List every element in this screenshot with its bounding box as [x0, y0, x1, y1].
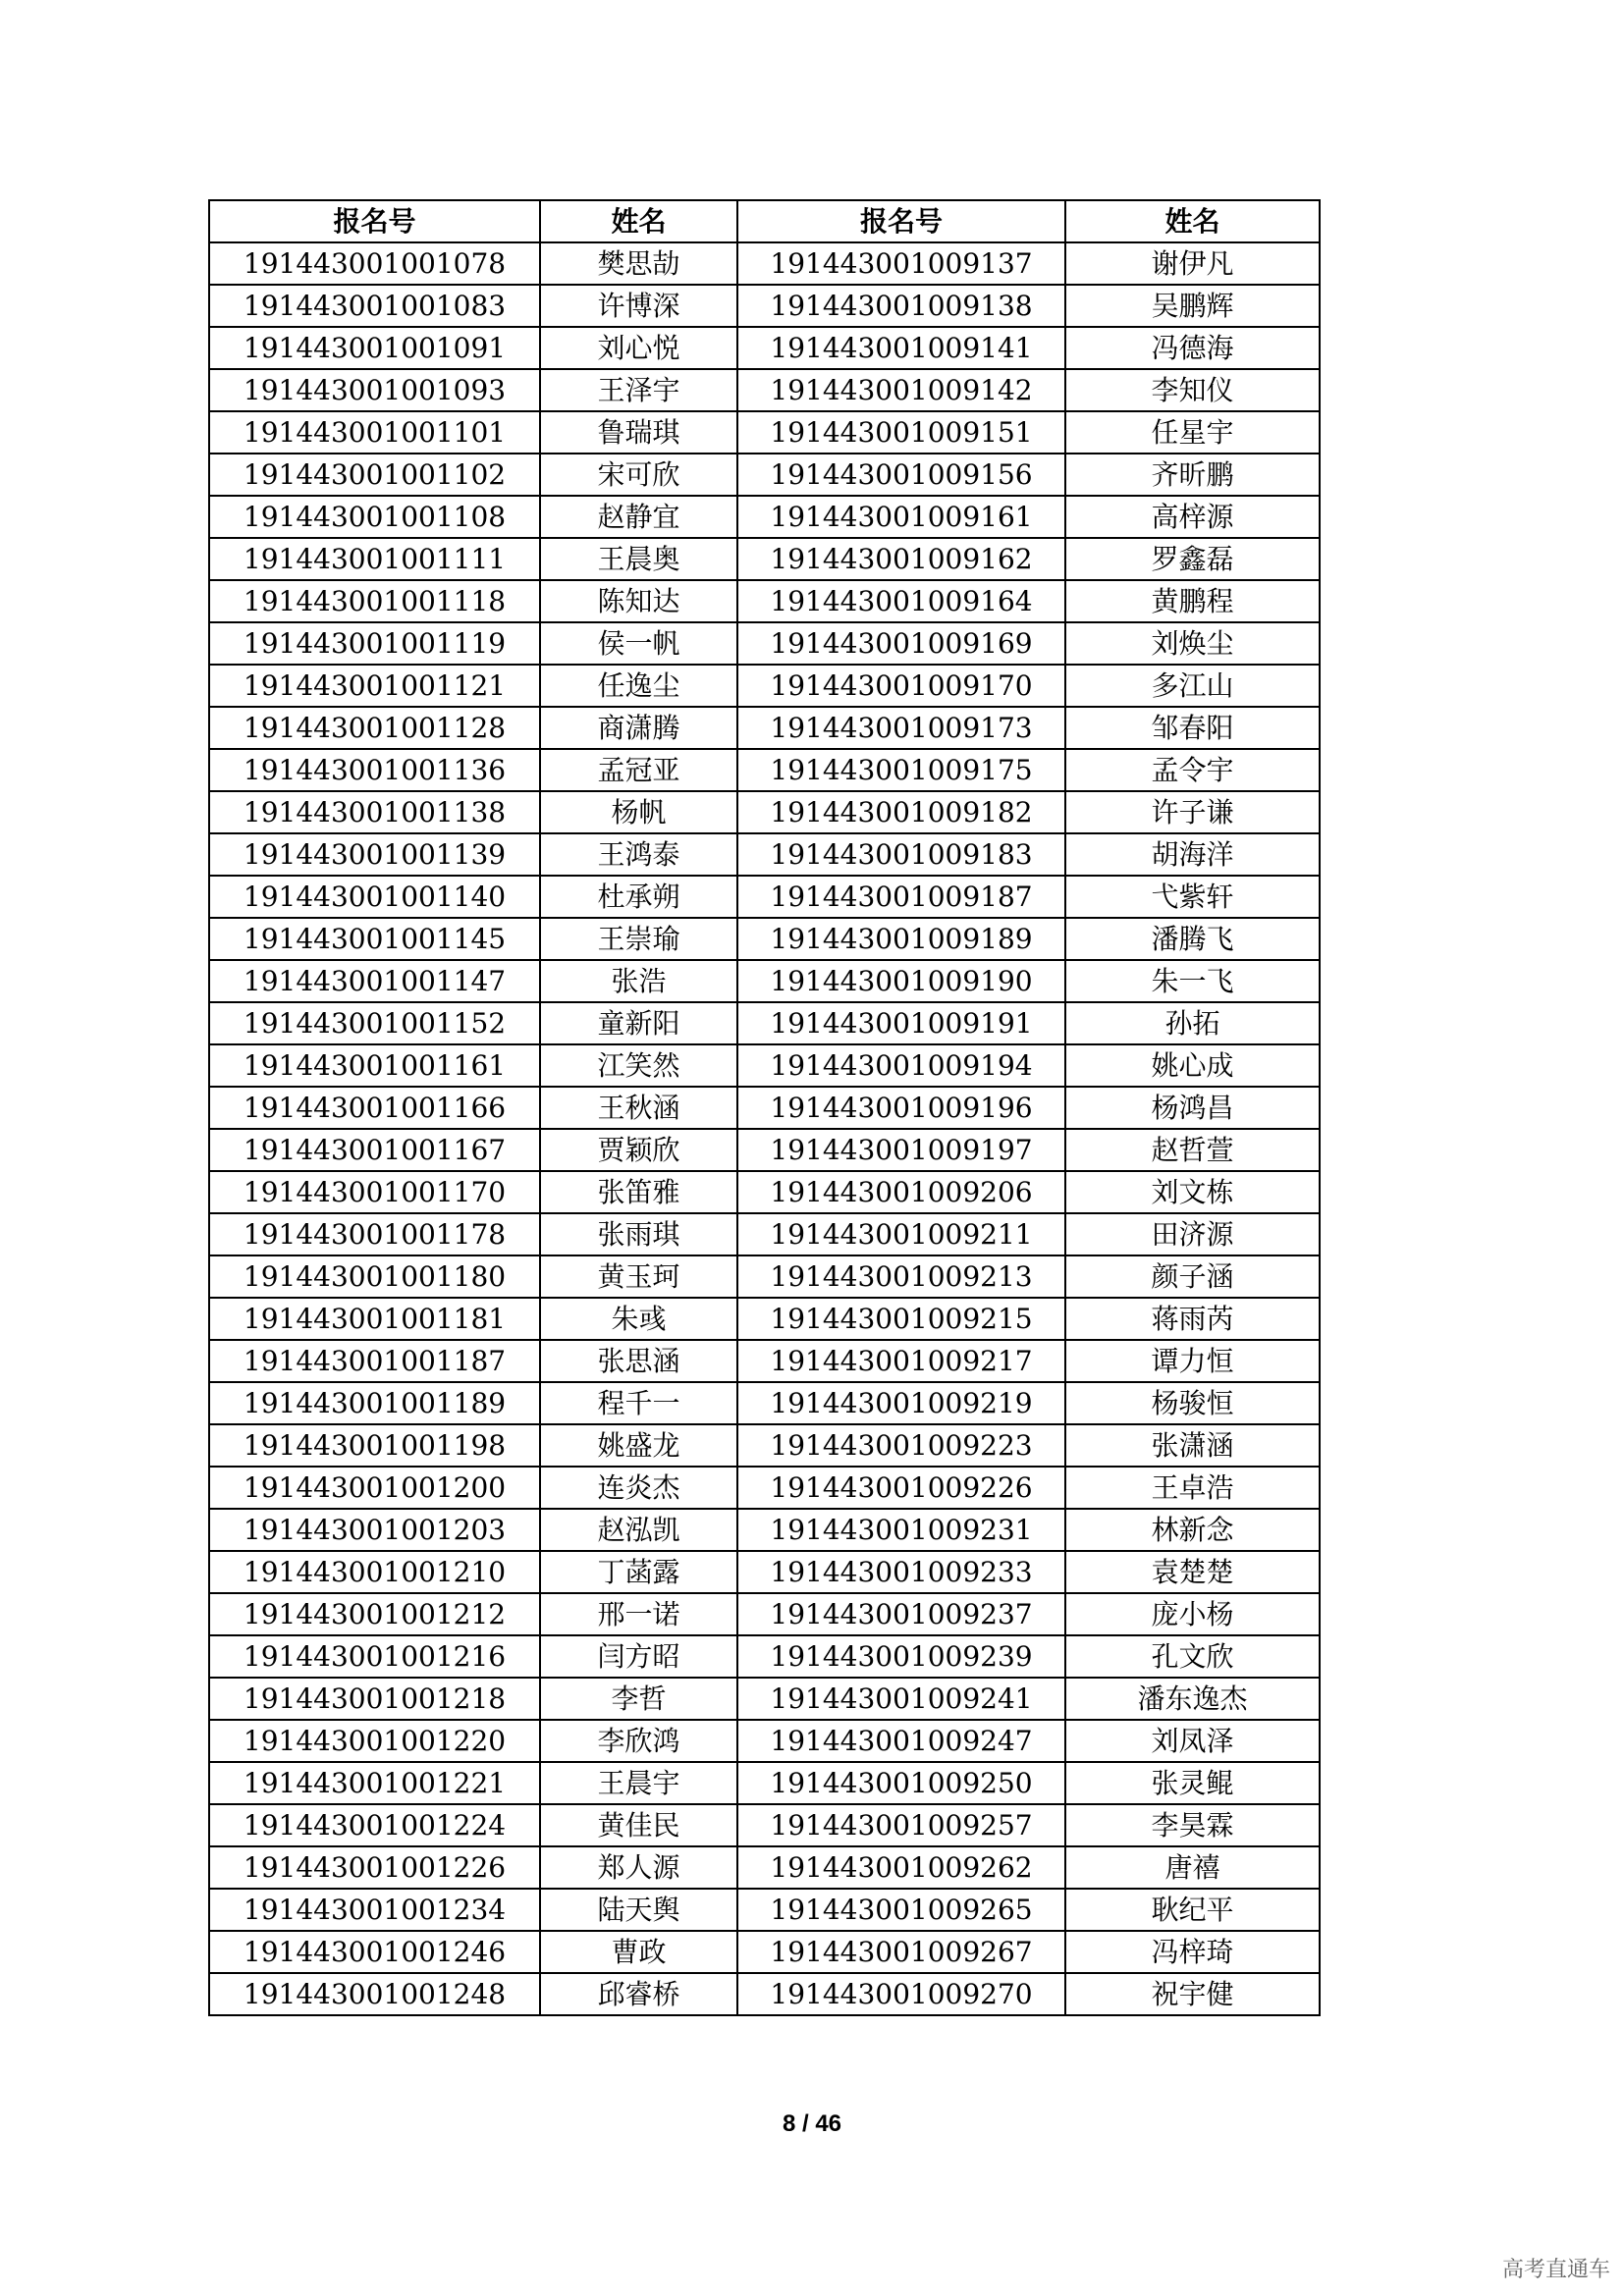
- cell-name-left: 赵泓凯: [540, 1509, 737, 1551]
- cell-registration-number-left: 191443001001136: [209, 749, 540, 791]
- cell-registration-number-left: 191443001001180: [209, 1255, 540, 1298]
- cell-registration-number-left: 191443001001102: [209, 454, 540, 496]
- cell-name-left: 刘心悦: [540, 327, 737, 369]
- cell-registration-number-left: 191443001001187: [209, 1340, 540, 1382]
- table-row: [209, 876, 1320, 918]
- cell-registration-number-left: 191443001001167: [209, 1129, 540, 1171]
- cell-name-right: 刘凤泽: [1065, 1720, 1320, 1762]
- cell-registration-number-left: 191443001001152: [209, 1002, 540, 1044]
- cell-registration-number-right: 191443001009250: [737, 1762, 1065, 1804]
- table-row: [209, 1002, 1320, 1044]
- table-row: [209, 960, 1320, 1002]
- cell-name-left: 邱睿桥: [540, 1973, 737, 2015]
- table-row: [209, 1171, 1320, 1213]
- cell-registration-number-left: 191443001001161: [209, 1044, 540, 1087]
- cell-name-left: 王崇瑜: [540, 918, 737, 960]
- cell-registration-number-right: 191443001009142: [737, 369, 1065, 411]
- cell-name-right: 杨骏恒: [1065, 1382, 1320, 1424]
- cell-registration-number-right: 191443001009226: [737, 1467, 1065, 1509]
- table-row: [209, 1424, 1320, 1467]
- cell-name-right: 谢伊凡: [1065, 242, 1320, 285]
- cell-registration-number-left: 191443001001198: [209, 1424, 540, 1467]
- cell-registration-number-right: 191443001009189: [737, 918, 1065, 960]
- cell-registration-number-right: 191443001009169: [737, 622, 1065, 665]
- cell-registration-number-left: 191443001001083: [209, 285, 540, 327]
- cell-name-left: 李欣鸿: [540, 1720, 737, 1762]
- cell-registration-number-left: 191443001001118: [209, 580, 540, 622]
- cell-registration-number-left: 191443001001220: [209, 1720, 540, 1762]
- cell-name-right: 耿纪平: [1065, 1889, 1320, 1931]
- cell-registration-number-right: 191443001009267: [737, 1931, 1065, 1973]
- cell-name-left: 杜承朔: [540, 876, 737, 918]
- cell-registration-number-right: 191443001009217: [737, 1340, 1065, 1382]
- cell-registration-number-right: 191443001009262: [737, 1846, 1065, 1889]
- cell-registration-number-left: 191443001001189: [209, 1382, 540, 1424]
- cell-registration-number-right: 191443001009175: [737, 749, 1065, 791]
- table-row: [209, 1213, 1320, 1255]
- cell-registration-number-left: 191443001001248: [209, 1973, 540, 2015]
- cell-registration-number-right: 191443001009137: [737, 242, 1065, 285]
- cell-name-right: 张潇涵: [1065, 1424, 1320, 1467]
- table-row: [209, 1255, 1320, 1298]
- cell-registration-number-left: 191443001001246: [209, 1931, 540, 1973]
- cell-registration-number-left: 191443001001101: [209, 411, 540, 454]
- table-row: [209, 1467, 1320, 1509]
- cell-name-right: 张灵鲲: [1065, 1762, 1320, 1804]
- cell-registration-number-right: 191443001009187: [737, 876, 1065, 918]
- table-row: [209, 833, 1320, 876]
- cell-registration-number-right: 191443001009141: [737, 327, 1065, 369]
- table-row: [209, 1678, 1320, 1720]
- table-row: [209, 622, 1320, 665]
- cell-name-left: 陆天舆: [540, 1889, 737, 1931]
- cell-name-left: 曹政: [540, 1931, 737, 1973]
- table-row: [209, 1298, 1320, 1340]
- cell-registration-number-right: 191443001009211: [737, 1213, 1065, 1255]
- table-row: [209, 1804, 1320, 1846]
- cell-name-left: 王秋涵: [540, 1087, 737, 1129]
- cell-name-right: 孔文欣: [1065, 1635, 1320, 1678]
- cell-name-right: 齐昕鹏: [1065, 454, 1320, 496]
- cell-name-left: 商潇腾: [540, 707, 737, 749]
- cell-registration-number-left: 191443001001181: [209, 1298, 540, 1340]
- cell-name-left: 邢一诺: [540, 1593, 737, 1635]
- table-row: [209, 665, 1320, 707]
- table-row: [209, 327, 1320, 369]
- cell-registration-number-left: 191443001001093: [209, 369, 540, 411]
- cell-name-right: 蒋雨芮: [1065, 1298, 1320, 1340]
- table-row: [209, 242, 1320, 285]
- cell-name-left: 许博深: [540, 285, 737, 327]
- table-row: [209, 1129, 1320, 1171]
- table-row: [209, 369, 1320, 411]
- table-row: [209, 1973, 1320, 2015]
- cell-registration-number-left: 191443001001111: [209, 538, 540, 580]
- cell-registration-number-right: 191443001009191: [737, 1002, 1065, 1044]
- table-row: [209, 1762, 1320, 1804]
- cell-name-left: 鲁瑞琪: [540, 411, 737, 454]
- table-row: [209, 1382, 1320, 1424]
- cell-registration-number-right: 191443001009156: [737, 454, 1065, 496]
- cell-registration-number-right: 191443001009197: [737, 1129, 1065, 1171]
- cell-name-right: 姚心成: [1065, 1044, 1320, 1087]
- cell-name-left: 王鸿泰: [540, 833, 737, 876]
- table-row: [209, 1720, 1320, 1762]
- table-row: [209, 1087, 1320, 1129]
- cell-name-right: 孟令宇: [1065, 749, 1320, 791]
- cell-name-right: 胡海洋: [1065, 833, 1320, 876]
- cell-name-right: 林新念: [1065, 1509, 1320, 1551]
- cell-registration-number-left: 191443001001078: [209, 242, 540, 285]
- cell-name-left: 杨帆: [540, 791, 737, 833]
- table-row: [209, 918, 1320, 960]
- cell-name-left: 朱彧: [540, 1298, 737, 1340]
- cell-name-right: 李昊霖: [1065, 1804, 1320, 1846]
- cell-name-right: 孙拓: [1065, 1002, 1320, 1044]
- table-row: [209, 285, 1320, 327]
- cell-registration-number-left: 191443001001221: [209, 1762, 540, 1804]
- cell-name-right: 颜子涵: [1065, 1255, 1320, 1298]
- cell-name-right: 潘腾飞: [1065, 918, 1320, 960]
- table-body: [209, 242, 1320, 2015]
- cell-registration-number-right: 191443001009182: [737, 791, 1065, 833]
- cell-registration-number-left: 191443001001216: [209, 1635, 540, 1678]
- cell-name-left: 程千一: [540, 1382, 737, 1424]
- table-row: [209, 1635, 1320, 1678]
- table-row: [209, 1889, 1320, 1931]
- table-row: [209, 1044, 1320, 1087]
- cell-name-left: 李哲: [540, 1678, 737, 1720]
- table-row: [209, 1509, 1320, 1551]
- admission-roster-table: [208, 199, 1321, 2016]
- cell-registration-number-left: 191443001001224: [209, 1804, 540, 1846]
- cell-registration-number-right: 191443001009170: [737, 665, 1065, 707]
- page-number: 8 / 46: [782, 2110, 842, 2137]
- cell-name-right: 邹春阳: [1065, 707, 1320, 749]
- cell-registration-number-right: 191443001009237: [737, 1593, 1065, 1635]
- table-row: [209, 538, 1320, 580]
- cell-registration-number-left: 191443001001166: [209, 1087, 540, 1129]
- cell-name-right: 刘焕尘: [1065, 622, 1320, 665]
- cell-registration-number-right: 191443001009239: [737, 1635, 1065, 1678]
- cell-name-left: 孟冠亚: [540, 749, 737, 791]
- cell-name-left: 张思涵: [540, 1340, 737, 1382]
- cell-name-right: 多江山: [1065, 665, 1320, 707]
- cell-registration-number-right: 191443001009241: [737, 1678, 1065, 1720]
- cell-name-right: 潘东逸杰: [1065, 1678, 1320, 1720]
- table-header-row: [209, 200, 1320, 242]
- cell-name-left: 江笑然: [540, 1044, 737, 1087]
- cell-name-left: 黄佳民: [540, 1804, 737, 1846]
- watermark: 高考直通车: [1501, 2258, 1610, 2282]
- cell-registration-number-right: 191443001009215: [737, 1298, 1065, 1340]
- cell-name-right: 谭力恒: [1065, 1340, 1320, 1382]
- cell-registration-number-left: 191443001001203: [209, 1509, 540, 1551]
- cell-name-right: 祝宇健: [1065, 1973, 1320, 2015]
- cell-registration-number-right: 191443001009270: [737, 1973, 1065, 2015]
- cell-name-right: 高梓源: [1065, 496, 1320, 538]
- cell-name-left: 童新阳: [540, 1002, 737, 1044]
- cell-registration-number-right: 191443001009231: [737, 1509, 1065, 1551]
- table-row: [209, 1593, 1320, 1635]
- cell-registration-number-left: 191443001001119: [209, 622, 540, 665]
- cell-name-right: 刘文栋: [1065, 1171, 1320, 1213]
- cell-name-left: 郑人源: [540, 1846, 737, 1889]
- cell-registration-number-left: 191443001001210: [209, 1551, 540, 1593]
- cell-name-left: 侯一帆: [540, 622, 737, 665]
- header-registration-number-right: 报名号: [737, 200, 1065, 242]
- cell-name-right: 朱一飞: [1065, 960, 1320, 1002]
- cell-registration-number-left: 191443001001200: [209, 1467, 540, 1509]
- cell-name-right: 唐禧: [1065, 1846, 1320, 1889]
- cell-registration-number-right: 191443001009151: [737, 411, 1065, 454]
- cell-registration-number-left: 191443001001147: [209, 960, 540, 1002]
- cell-registration-number-right: 191443001009173: [737, 707, 1065, 749]
- table-row: [209, 1931, 1320, 1973]
- cell-name-left: 陈知达: [540, 580, 737, 622]
- cell-registration-number-right: 191443001009161: [737, 496, 1065, 538]
- cell-name-right: 任星宇: [1065, 411, 1320, 454]
- cell-name-left: 张浩: [540, 960, 737, 1002]
- header-name-left: 姓名: [540, 200, 737, 242]
- cell-name-left: 丁菡露: [540, 1551, 737, 1593]
- cell-name-left: 宋可欣: [540, 454, 737, 496]
- cell-name-left: 贾颖欣: [540, 1129, 737, 1171]
- cell-name-right: 黄鹏程: [1065, 580, 1320, 622]
- cell-registration-number-left: 191443001001091: [209, 327, 540, 369]
- cell-registration-number-right: 191443001009138: [737, 285, 1065, 327]
- table-row: [209, 411, 1320, 454]
- cell-registration-number-left: 191443001001212: [209, 1593, 540, 1635]
- cell-name-left: 姚盛龙: [540, 1424, 737, 1467]
- cell-registration-number-left: 191443001001234: [209, 1889, 540, 1931]
- cell-registration-number-right: 191443001009183: [737, 833, 1065, 876]
- cell-registration-number-left: 191443001001170: [209, 1171, 540, 1213]
- table-row: [209, 1551, 1320, 1593]
- cell-registration-number-left: 191443001001138: [209, 791, 540, 833]
- cell-registration-number-left: 191443001001140: [209, 876, 540, 918]
- cell-registration-number-left: 191443001001139: [209, 833, 540, 876]
- cell-registration-number-left: 191443001001226: [209, 1846, 540, 1889]
- cell-name-left: 王晨宇: [540, 1762, 737, 1804]
- table-row: [209, 580, 1320, 622]
- cell-registration-number-left: 191443001001128: [209, 707, 540, 749]
- table-row: [209, 1846, 1320, 1889]
- table-row: [209, 791, 1320, 833]
- header-name-right: 姓名: [1065, 200, 1320, 242]
- table-row: [209, 454, 1320, 496]
- cell-registration-number-left: 191443001001145: [209, 918, 540, 960]
- cell-registration-number-left: 191443001001218: [209, 1678, 540, 1720]
- table-row: [209, 1340, 1320, 1382]
- cell-registration-number-left: 191443001001121: [209, 665, 540, 707]
- cell-registration-number-right: 191443001009257: [737, 1804, 1065, 1846]
- cell-name-right: 杨鸿昌: [1065, 1087, 1320, 1129]
- cell-registration-number-right: 191443001009190: [737, 960, 1065, 1002]
- cell-registration-number-right: 191443001009162: [737, 538, 1065, 580]
- cell-name-right: 李知仪: [1065, 369, 1320, 411]
- cell-registration-number-left: 191443001001178: [209, 1213, 540, 1255]
- cell-name-right: 冯梓琦: [1065, 1931, 1320, 1973]
- cell-name-right: 庞小杨: [1065, 1593, 1320, 1635]
- cell-name-left: 樊思劼: [540, 242, 737, 285]
- cell-registration-number-right: 191443001009265: [737, 1889, 1065, 1931]
- cell-name-left: 黄玉珂: [540, 1255, 737, 1298]
- cell-name-right: 王卓浩: [1065, 1467, 1320, 1509]
- table-row: [209, 749, 1320, 791]
- header-registration-number-left: 报名号: [209, 200, 540, 242]
- cell-registration-number-right: 191443001009196: [737, 1087, 1065, 1129]
- cell-name-right: 赵哲萱: [1065, 1129, 1320, 1171]
- cell-name-left: 任逸尘: [540, 665, 737, 707]
- cell-name-right: 田济源: [1065, 1213, 1320, 1255]
- cell-name-left: 闫方昭: [540, 1635, 737, 1678]
- table-row: [209, 707, 1320, 749]
- table-row: [209, 496, 1320, 538]
- cell-registration-number-right: 191443001009194: [737, 1044, 1065, 1087]
- cell-registration-number-right: 191443001009164: [737, 580, 1065, 622]
- cell-name-right: 罗鑫磊: [1065, 538, 1320, 580]
- cell-name-right: 冯德海: [1065, 327, 1320, 369]
- cell-name-right: 吴鹏辉: [1065, 285, 1320, 327]
- cell-registration-number-right: 191443001009219: [737, 1382, 1065, 1424]
- cell-name-left: 王泽宇: [540, 369, 737, 411]
- cell-name-left: 连炎杰: [540, 1467, 737, 1509]
- cell-registration-number-left: 191443001001108: [209, 496, 540, 538]
- cell-name-left: 赵静宜: [540, 496, 737, 538]
- cell-registration-number-right: 191443001009213: [737, 1255, 1065, 1298]
- cell-name-right: 弋紫轩: [1065, 876, 1320, 918]
- cell-name-left: 王晨奥: [540, 538, 737, 580]
- cell-name-left: 张笛雅: [540, 1171, 737, 1213]
- cell-registration-number-right: 191443001009247: [737, 1720, 1065, 1762]
- cell-registration-number-right: 191443001009233: [737, 1551, 1065, 1593]
- cell-name-right: 袁楚楚: [1065, 1551, 1320, 1593]
- cell-name-left: 张雨琪: [540, 1213, 737, 1255]
- cell-registration-number-right: 191443001009223: [737, 1424, 1065, 1467]
- cell-name-right: 许子谦: [1065, 791, 1320, 833]
- cell-registration-number-right: 191443001009206: [737, 1171, 1065, 1213]
